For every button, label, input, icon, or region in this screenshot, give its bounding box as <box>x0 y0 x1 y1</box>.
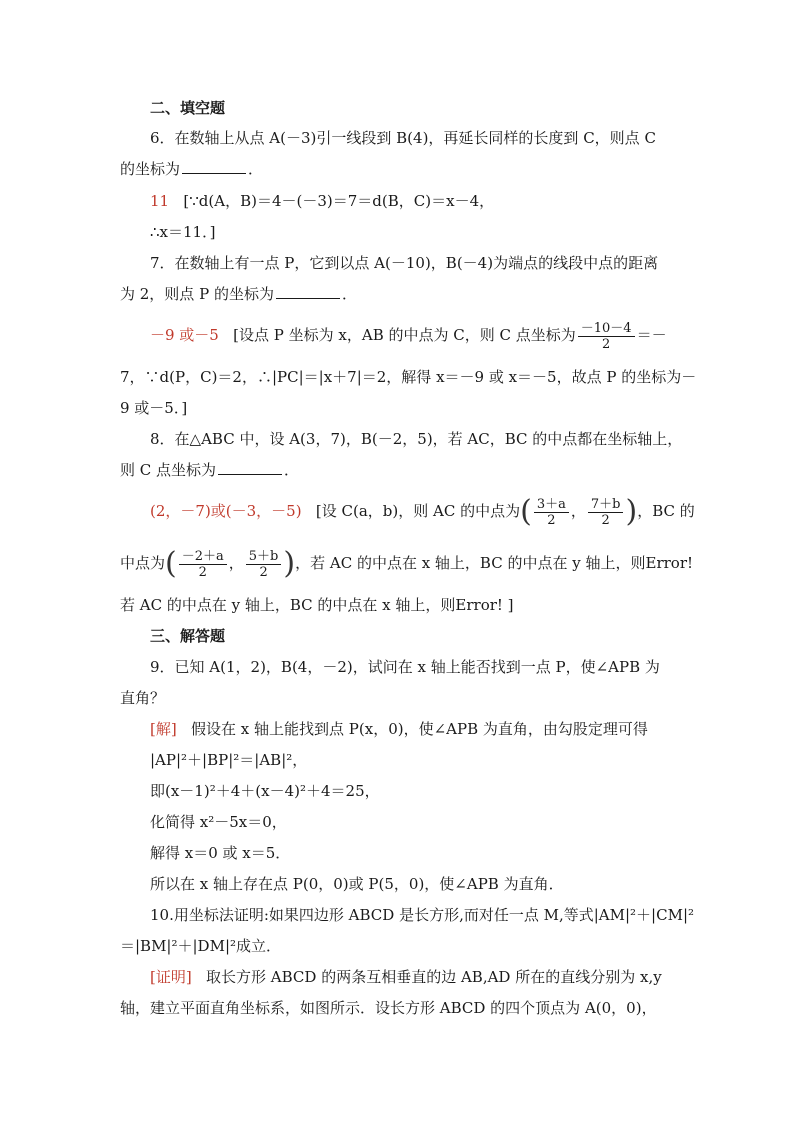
fraction <box>246 549 282 580</box>
fraction-numerator: 5＋b <box>246 549 282 565</box>
fraction-denominator: 2 <box>259 564 268 580</box>
fraction <box>578 321 635 352</box>
q7-sol1: [设点 P 坐标为 x，AB 的中点为 C，则 C 点坐标为 <box>233 326 576 344</box>
q7-line1: 7．在数轴上有一点 P，它到以点 A(－10)，B(－4)为端点的线段中点的距离 <box>150 254 659 272</box>
fraction-numerator: －2＋a <box>179 549 227 565</box>
q6-sol1: [∵d(A，B)＝4－(－3)＝7＝d(B，C)＝x－4， <box>183 192 495 210</box>
q6-solution-line1 <box>150 190 710 212</box>
q7-solution-line3: 9 或－5．] <box>120 399 188 417</box>
q10-proof-line1 <box>150 966 680 988</box>
q9-solution-line3: 即(x－1)²＋4＋(x－4)²＋4＝25， <box>150 782 380 800</box>
fraction <box>534 497 569 528</box>
q8-solution-line3: 若 AC 的中点在 y 轴上，BC 的中点在 x 轴上，则Error! ] <box>120 596 514 614</box>
answer-blank <box>182 159 246 174</box>
left-paren: ( <box>520 494 532 529</box>
fraction-numerator: 3＋a <box>534 497 569 513</box>
q8-line2 <box>120 459 680 481</box>
answer-blank <box>218 460 282 475</box>
q7-solution-line2: 7，∵d(P，C)＝2，∴|PC|＝|x＋7|＝2，解得 x＝－9 或 x＝－5，故点 P 的坐标为－ <box>120 368 697 386</box>
q8-sol1-end: ，BC 的 <box>637 502 695 520</box>
q10-line1: 10.用坐标法证明:如果四边形 ABCD 是长方形,而对任一点 M,等式|AM|²＋|CM|² <box>150 906 695 924</box>
fraction-numerator: 7＋b <box>588 497 624 513</box>
q9-solution-line2: |AP|²＋|BP|²＝|AB|²， <box>150 751 308 769</box>
q9-solution-line1 <box>150 718 710 740</box>
fraction-denominator: 2 <box>602 336 611 352</box>
q10-s1: 取长方形 ABCD 的两条互相垂直的边 AB,AD 所在的直线分别为 x,y <box>206 968 662 986</box>
fraction-numerator: －10－4 <box>578 321 635 337</box>
q9-solution-line4: 化简得 x²－5x＝0， <box>150 813 287 831</box>
q9-solution-line6: 所以在 x 轴上存在点 P(0，0)或 P(5，0)，使∠APB 为直角． <box>150 875 564 893</box>
left-paren: ( <box>165 546 177 581</box>
q7-line2 <box>120 283 680 305</box>
answer-blank <box>276 284 340 299</box>
q6-line2-end: ． <box>248 160 264 178</box>
section-title-answer: 三、解答题 <box>150 627 226 645</box>
q8-line2-text: 则 C 点坐标为 <box>120 461 217 479</box>
q7-line2-text: 为 2，则点 P 的坐标为 <box>120 285 274 303</box>
q10-line2: ＝|BM|²＋|DM|²成立． <box>120 937 282 955</box>
right-paren: ) <box>283 546 296 581</box>
fraction-denominator: 2 <box>198 564 207 580</box>
q8-sol2: 中点为 <box>120 554 166 572</box>
fraction-denominator: 2 <box>547 512 556 528</box>
q7-sol1-end: ＝－ <box>636 326 667 344</box>
q9-solution-line5: 解得 x＝0 或 x＝5． <box>150 844 291 862</box>
q10-proof-line2: 轴，建立平面直角坐标系，如图所示．设长方形 ABCD 的四个顶点为 A(0，0)， <box>120 999 657 1017</box>
section-title-fill-blank: 二、填空题 <box>150 99 226 117</box>
q8-line2-end: ． <box>284 461 300 479</box>
q8-solution-line1: (2，－7)或(－3，－5) [设 C(a，b)，则 AC 的中点为( $\frac{3+a}{2}$ ， $\frac{7+b}{2}$ )，BC 的 <box>150 494 695 529</box>
q8-solution-line2: 中点为( $\frac{-2+a}{2}$ ， $\frac{5+b}{2}$ )，若 AC 的中点在 x 轴上，BC 的中点在 y 轴上，则Error! <box>120 546 694 581</box>
q8-answer: (2，－7)或(－3，－5) <box>150 502 302 520</box>
q8-line1: 8．在△ABC 中，设 A(3，7)，B(－2，5)，若 AC，BC 的中点都在坐标轴上， <box>150 430 683 448</box>
q6-line2-text: 的坐标为 <box>120 160 181 178</box>
q9-line1: 9．已知 A(1，2)，B(4，－2)，试问在 x 轴上能否找到一点 P，使∠APB 为 <box>150 658 660 676</box>
right-paren: ) <box>625 494 638 529</box>
q9-line2: 直角？ <box>120 689 166 707</box>
q6-line1: 6．在数轴上从点 A(－3)引一线段到 B(4)，再延长同样的长度到 C，则点 C <box>150 129 656 147</box>
fraction <box>179 549 227 580</box>
q8-sol2-end: ，若 AC 的中点在 x 轴上，BC 的中点在 y 轴上，则Error! <box>295 554 694 572</box>
q6-line2 <box>120 158 680 180</box>
q8-sol1: [设 C(a，b)，则 AC 的中点为 <box>315 502 521 520</box>
fraction-denominator: 2 <box>601 512 610 528</box>
proof-tag: [证明] <box>150 968 192 986</box>
solution-tag: [解] <box>150 720 177 738</box>
q7-answer: －9 或－5 <box>150 326 219 344</box>
q7-line2-end: ． <box>341 285 357 303</box>
q6-answer: 11 <box>150 192 170 210</box>
q7-solution-line1 <box>150 318 710 352</box>
q6-solution-line2: ∴x＝11．] <box>150 223 216 241</box>
q9-s1: 假设在 x 轴上能找到点 P(x，0)，使∠APB 为直角，由勾股定理可得 <box>191 720 648 738</box>
fraction <box>588 497 624 528</box>
